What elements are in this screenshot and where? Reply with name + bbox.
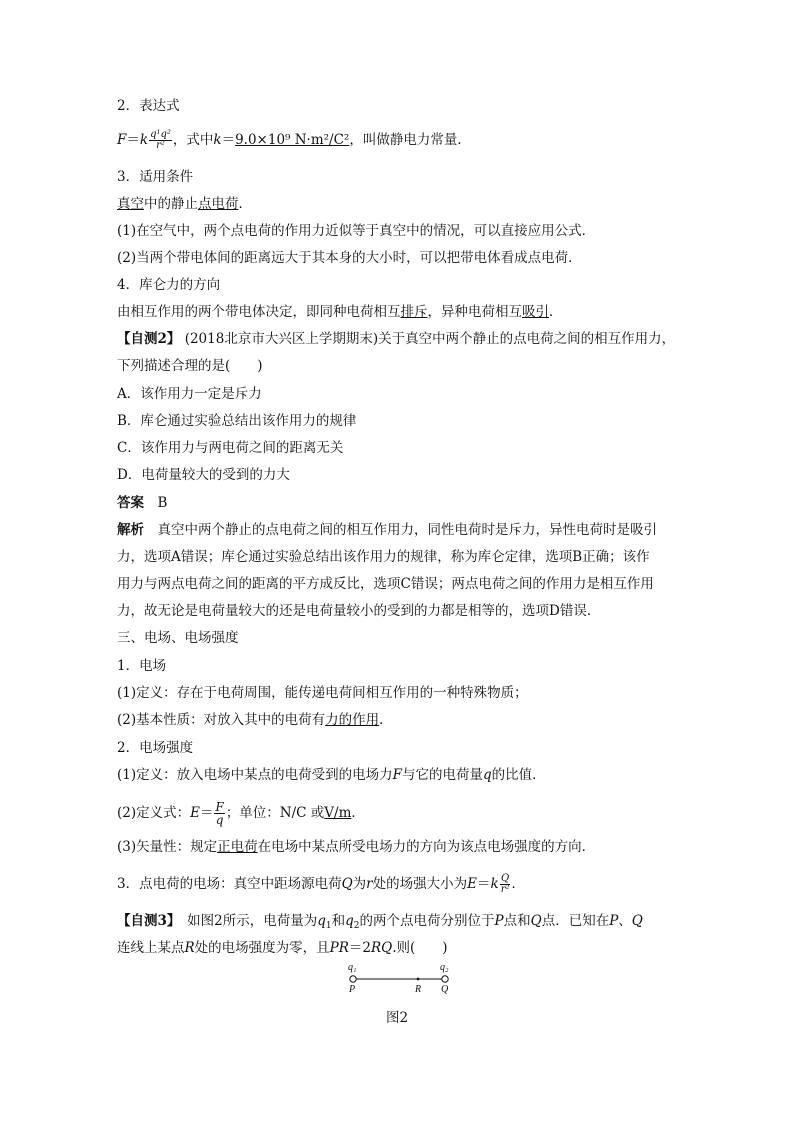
point-charge-field: 3．点电荷的电场：真空中距场源电荷Q为r处的场强大小为E＝k $\frac{Q}{\text{r²}}$ ．	[117, 873, 525, 895]
part-3-title: 三、电场、电场强度	[117, 630, 239, 646]
analysis-line-4: 力，故无论是电荷量较大的还是电荷量较小的受到的力都是相等的，选项D错误．	[117, 603, 601, 619]
electric-field-definition: (1)定义：存在于电荷周围，能传递电荷间相互作用的一种特殊物质；	[117, 685, 528, 701]
analysis-line-3: 用力与两点电荷之间的距离的平方成反比，选项C错误；两点电荷之间的作用力是相互作用	[117, 576, 654, 592]
analysis-line-1: 解析 真空中两个静止的点电荷之间的相互作用力，同性电荷时是斥力，异性电荷时是吸引	[117, 522, 657, 538]
condition-2: (2)当两个带电体间的距离远大于其本身的大小时，可以把带电体看成点电荷．	[117, 250, 582, 266]
label-q1: q₁	[348, 962, 357, 973]
label-q2: q₂	[440, 962, 449, 973]
option-b: B．库仑通过实验总结出该作用力的规律	[117, 413, 357, 429]
charge-q2-circle	[442, 976, 448, 982]
section-4-title: 4．库仑力的方向	[117, 277, 221, 293]
answer-label: 答案	[117, 495, 144, 511]
option-a: A．该作用力一定是斥力	[117, 386, 262, 402]
label-R: R	[415, 984, 422, 995]
label-Q: Q	[441, 984, 449, 995]
condition-1: (1)在空气中，两个点电荷的作用力近似等于真空中的情况，可以直接应用公式．	[117, 223, 596, 239]
formula-F: F	[117, 132, 127, 148]
analysis-line-2: 力，选项A错误；库仑通过实验总结出该作用力的规律，称为库仑定律，选项B正确；该作	[117, 549, 650, 565]
analysis-label: 解析	[117, 522, 144, 538]
direction-line: 由相互作用的两个带电体决定，即同种电荷相互排斥，异种电荷相互吸引．	[117, 304, 563, 320]
figure-caption: 图2	[386, 1010, 409, 1026]
figure-2	[340, 962, 460, 1002]
self-test-3-line1: 【自测3】 如图2所示，电荷量为$q_1$和$q_2$的两个点电荷分别位于P点和Q点．已知在P、Q	[117, 913, 643, 931]
answer-line	[117, 494, 167, 512]
charge-q1-circle	[350, 976, 356, 982]
E-fraction: $\frac{F}{q}$	[215, 800, 224, 827]
point-charge-fraction: $\frac{Q}{\text{r²}}$	[500, 873, 510, 895]
field-strength-vector: (3)矢量性：规定正电荷在电场中某点所受电场力的方向为该点电场强度的方向．	[117, 839, 596, 855]
self-test-3-tag: 【自测3】	[117, 913, 174, 929]
condition-line: 真空中的静止点电荷．	[117, 196, 252, 212]
label-P: P	[349, 984, 356, 995]
point-R-dot	[417, 978, 420, 981]
field-strength-definition: (1)定义：放入电场中某点的电荷受到的电场力F与它的电荷量q的比值．	[117, 767, 546, 783]
coulomb-formula-line: F＝k $\frac{\text{q¹q²}}{\text{r²}}$ ，式中k＝9.0×10⁹ N·m²/C²，叫做静电力常量．	[117, 129, 471, 151]
formula-fraction: $\frac{\text{q¹q²}}{\text{r²}}$	[150, 129, 171, 151]
section-3-title: 3．适用条件	[117, 169, 194, 185]
field-strength-formula: (2)定义式：E＝ $\frac{F}{q}$ ；单位：N/C 或V/m．	[117, 800, 365, 827]
self-test-2-line2: 下列描述合理的是( )	[117, 358, 263, 374]
electric-field-property: (2)基本性质：对放入其中的电荷有力的作用．	[117, 712, 393, 728]
k-value: 9.0×10⁹ N·m²/C²	[235, 132, 350, 148]
section-2-title: 2．表达式	[117, 98, 180, 114]
option-c: C．该作用力与两电荷之间的距离无关	[117, 440, 344, 456]
option-d: D．电荷量较大的受到的力大	[117, 467, 290, 483]
electric-field-title: 1．电场	[117, 658, 167, 674]
self-test-3-line2: 连线上某点R处的电场强度为零，且PR＝2RQ.则( )	[117, 940, 448, 956]
field-strength-title: 2．电场强度	[117, 740, 194, 756]
self-test-2-line1: 【自测2】 (2018北京市大兴区上学期期末)关于真空中两个静止的点电荷之间的相互作用力，	[117, 331, 676, 347]
answer-value: B	[157, 495, 168, 511]
self-test-2-tag: 【自测2】	[117, 331, 181, 347]
